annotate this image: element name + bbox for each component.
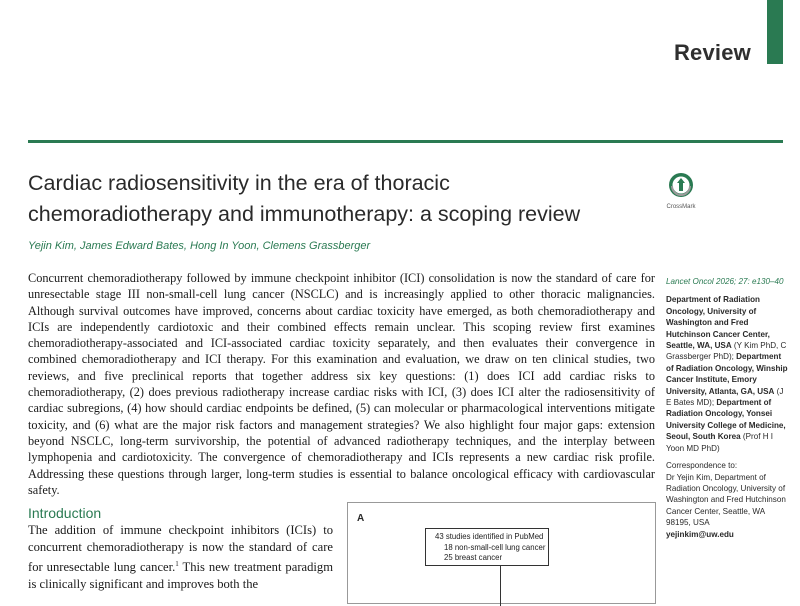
crossmark-icon — [668, 172, 694, 198]
correspondence-address: Dr Yejin Kim, Department of Radiation Oncology, University of Washington and Fred Hutchinson Cancer Center, Seattle, WA 98195, USA — [666, 472, 786, 528]
crossmark-badge[interactable] — [666, 172, 696, 210]
section-color-tab — [767, 0, 783, 64]
affiliation-dept: Department of Radiation Oncology, Winship Cancer Institute, Emory University, Atlanta, GA, USA — [666, 352, 788, 396]
affiliations — [666, 294, 788, 454]
header-rule — [28, 140, 783, 143]
flowchart-figure — [347, 502, 656, 604]
affiliation-dept: Department of Radiation Oncology, University of Washington and Fred Hutchinson Cancer Center, Seattle, WA, USA — [666, 295, 770, 351]
flow-box-line3: 25 breast cancer — [444, 553, 503, 562]
crossmark-label: CrossMark — [666, 204, 696, 210]
introduction-heading: Introduction — [28, 505, 102, 521]
affiliation-authors: (J E Bates MD) — [666, 386, 784, 408]
article-sidebar — [666, 276, 788, 540]
affiliation-authors: (Y Kim PhD, C Grassberger PhD) — [666, 341, 787, 362]
affiliation-dept: Department of Radiation Oncology, Yonsei University College of Medicine, Seoul, South Korea — [666, 398, 786, 442]
figure-panel-label: A — [357, 513, 365, 524]
introduction-body-continued: This new treatment paradigm is clinically significant and improves both the — [28, 560, 333, 592]
flow-box-line1: 43 studies identified in PubMed — [435, 532, 544, 541]
affiliation-authors: (Prof H I Yoon MD PhD) — [666, 432, 774, 453]
journal-citation: Lancet Oncol 2026; 27: e130–40 — [666, 277, 784, 286]
author-list: Yejin Kim, James Edward Bates, Hong In Yoon, Clemens Grassberger — [28, 240, 371, 252]
title-line-1: Cardiac radiosensitivity in the era of thoracic — [28, 171, 450, 195]
introduction-body: The addition of immune checkpoint inhibitors (ICIs) to concurrent chemoradiotherapy is now the standard of care for unresectable lung cancer. — [28, 523, 333, 575]
section-label: Review — [673, 40, 751, 65]
correspondence — [666, 460, 788, 540]
affiliation-separator: ; — [731, 352, 737, 362]
article-title — [28, 168, 648, 230]
flow-box-line2: 18 non-small-cell lung cancer — [444, 542, 546, 552]
flowchart-box — [425, 528, 549, 566]
abstract: Concurrent chemoradiotherapy followed by immune checkpoint inhibitor (ICI) consolidation is now the standard of care for unresectable stage III non-small-cell lung cancer (NSCLC) and is increasingly applied to other thoracic malignancies. Although survival outcomes have improved, concerns about cardiac toxicity have emerged, as both chemoradiotherapy and ICIs are independently cardiotoxic and their combined effects remain unclear. This scoping review first examines chemoradiotherapy-associated and ICI-associated cardiac toxicity separately, and then evaluates their convergence in combined chemoradiotherapy and ICI therapy. For this examination and evaluation, we draw on ten clinical studies, two reviews, and five preclinical reports that together address six key questions: (1) does ICI add cardiac risks to chemoradiotherapy, (2) does previous radiotherapy increase cardiac risks with ICI, (3) does ICI alter the radiosensitivity of cardiac subregions, (4) how should cardiac endpoints be defined, (5) can molecular or pharmacological interventions mitigate toxicity, and (6) what are the major risk factors and management strategies? We also highlight four major gaps: extension beyond NSCLC, long-term survivorship, the potential of advanced radiotherapy techniques, and the interplay between lymphopenia and cardiotoxicity. The convergence of chemoradiotherapy and ICIs represents a new cardiac risk profile. Addressing these questions through larger, long-term studies is essential to balance oncological efficacy with cardiovascular safety. — [28, 271, 655, 497]
affiliation-separator: ; — [711, 398, 717, 408]
title-line-2: chemoradiotherapy and immunotherapy: a scoping review — [28, 202, 581, 226]
footnote-ref[interactable]: 1 — [175, 560, 179, 568]
flowchart-connector — [500, 566, 501, 606]
correspondence-email[interactable]: yejinkim@uw.edu — [666, 529, 734, 539]
correspondence-label: Correspondence to: — [666, 461, 738, 471]
introduction-text — [28, 522, 333, 593]
